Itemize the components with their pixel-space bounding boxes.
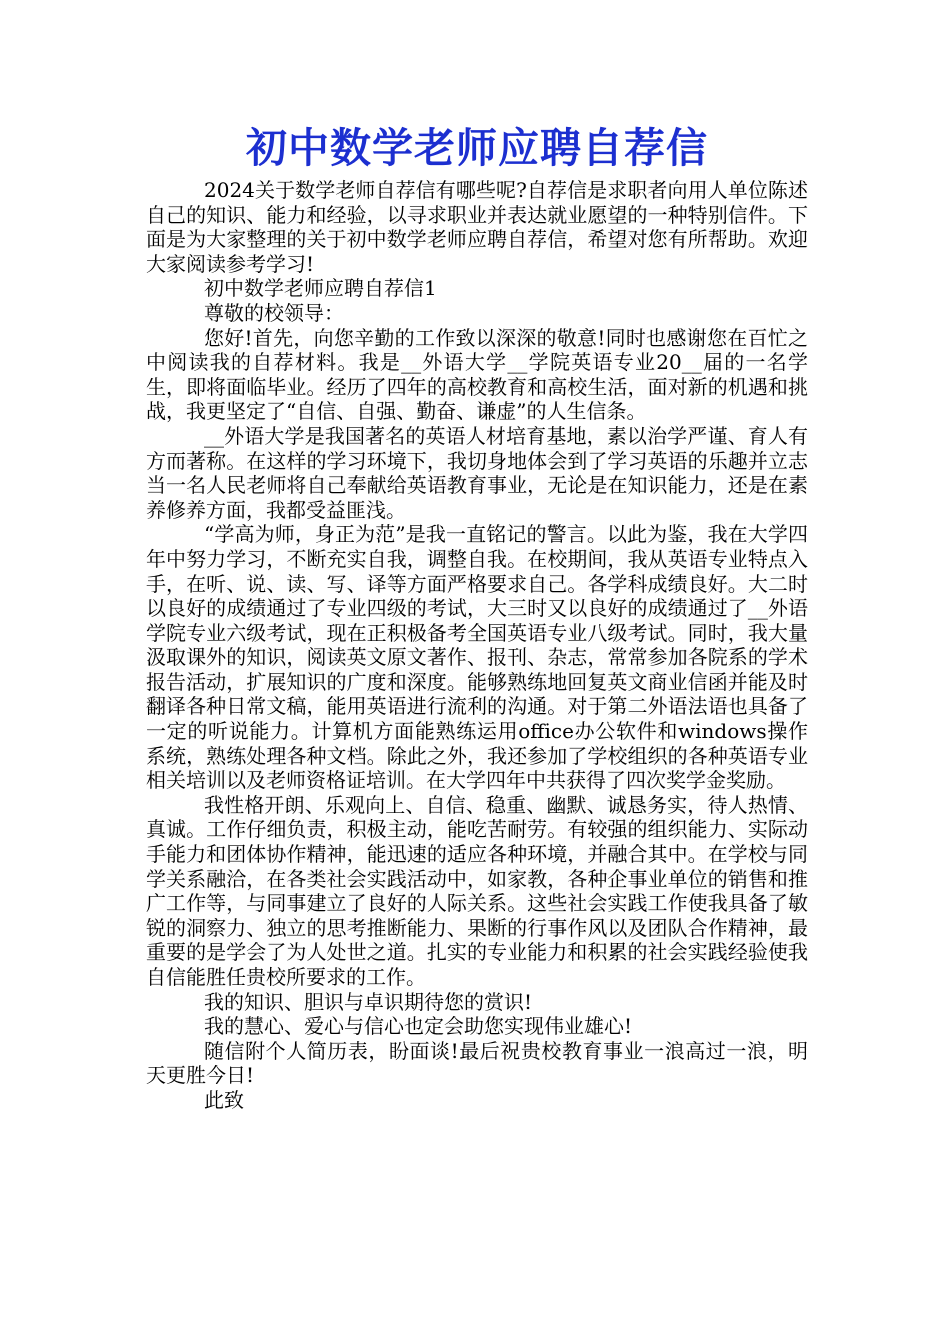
intro-paragraph: 2024关于数学老师自荐信有哪些呢?自荐信是求职者向用人单位陈述自己的知识、能力和经验，以寻求职业并表达就业愿望的一种特别信件。下面是为大家整理的关于初中数学老师应聘自荐信，希望对您有所帮助。欢迎大家阅读参考学习! [146, 178, 808, 276]
sign-off: 此致 [204, 1087, 244, 1112]
salutation: 尊敬的校领导： [204, 300, 344, 325]
closing-line: 我的知识、胆识与卓识期待您的赏识! [204, 989, 533, 1014]
letter-heading: 初中数学老师应聘自荐信1 [204, 276, 437, 301]
body-paragraph: __外语大学是我国著名的英语人材培育基地，素以治学严谨、育人有方而著称。在这样的学习环境下，我切身地体会到了学习英语的乐趣并立志当一名人民老师将自己奉献给英语教育事业，无论是在知识能力，还是在素养修养方面，我都受益匪浅。 [146, 423, 808, 522]
document-title: 初中数学老师应聘自荐信 [246, 124, 708, 172]
body-paragraph: 您好!首先，向您辛勤的工作致以深深的敬意!同时也感谢您在百忙之中阅读我的自荐材料。我是__外语大学__学院英语专业20__届的一名学生，即将面临毕业。经历了四年的高校教育和高校生活，面对新的机遇和挑战，我更坚定了“自信、自强、勤奋、谦虚”的人生信条。 [146, 325, 808, 424]
closing-line: 随信附个人简历表，盼面谈!最后祝贵校教育事业一浪高过一浪，明天更胜今日! [146, 1038, 808, 1088]
closing-line: 我的慧心、爱心与信心也定会助您实现伟业雄心! [204, 1014, 633, 1039]
document-page [146, 118, 808, 1113]
body-paragraph: 我性格开朗、乐观向上、自信、稳重、幽默、诚恳务实，待人热情、真诚。工作仔细负责，积极主动，能吃苦耐劳。有较强的组织能力、实际动手能力和团体协作精神，能迅速的适应各种环境，并融合其中。在学校与同学关系融洽，在各类社会实践活动中，如家教，各种企事业单位的销售和推广工作等，与同事建立了良好的人际关系。这些社会实践工作使我具备了敏锐的洞察力、独立的思考推断能力、果断的行事作风以及团队合作精神，最重要的是学会了为人处世之道。扎实的专业能力和积累的社会实践经验使我自信能胜任贵校所要求的工作。 [146, 792, 808, 989]
body-paragraph: “学高为师，身正为范”是我一直铭记的警言。以此为鉴，我在大学四年中努力学习，不断充实自我，调整自我。在校期间，我从英语专业特点入手，在听、说、读、写、译等方面严格要求自己。各学科成绩良好。大二时以良好的成绩通过了专业四级的考试，大三时又以良好的成绩通过了__外语学院专业六级考试，现在正积极备考全国英语专业八级考试。同时，我大量汲取课外的知识，阅读英文原文著作、报刊、杂志，常常参加各院系的学术报告活动，扩展知识的广度和深度。能够熟练地回复英文商业信函并能及时翻译各种日常文稿，能用英语进行流利的沟通。对于第二外语法语也具备了一定的听说能力。计算机方面能熟练运用office办公软件和windows操作系统，熟练处理各种文档。除此之外，我还参加了学校组织的各种英语专业相关培训以及老师资格证培训。在大学四年中共获得了四次奖学金奖励。 [146, 522, 808, 793]
